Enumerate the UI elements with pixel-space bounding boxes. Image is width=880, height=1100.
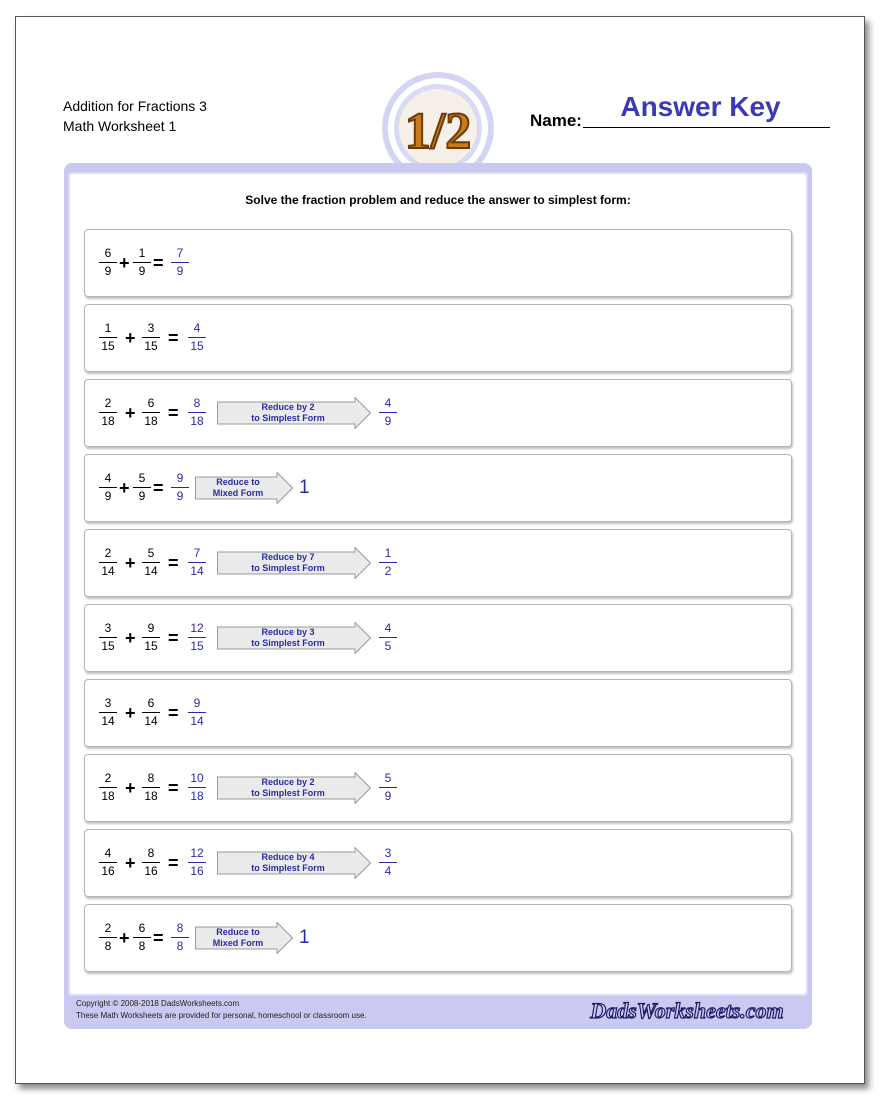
reduce-step-label xyxy=(217,402,359,424)
reduce-step-line-2: to Simplest Form xyxy=(251,638,325,648)
addend-1 xyxy=(95,920,121,955)
addend-2 xyxy=(129,920,155,955)
reduce-step-label xyxy=(217,777,359,799)
addend-1-denominator: 9 xyxy=(104,264,112,278)
sum-answer-numerator: 9 xyxy=(193,696,201,710)
addend-1-denominator: 8 xyxy=(104,939,112,953)
sum-answer xyxy=(184,320,210,355)
sum-answer-denominator: 15 xyxy=(190,339,204,353)
reduce-step-label xyxy=(217,852,359,874)
reduce-step-line-1: Reduce by 7 xyxy=(261,552,315,562)
plus-sign: + xyxy=(125,628,136,648)
addend-2-denominator: 15 xyxy=(144,639,158,653)
sum-answer-numerator: 7 xyxy=(193,546,201,560)
sum-answer xyxy=(184,620,210,655)
problem-row xyxy=(84,454,792,522)
plus-sign: + xyxy=(125,778,136,798)
addend-2 xyxy=(138,320,164,355)
plus-sign: + xyxy=(125,553,136,573)
reduce-step-line-2: Mixed Form xyxy=(212,938,264,948)
addend-2 xyxy=(138,395,164,430)
simplified-answer-denominator: 2 xyxy=(384,564,392,578)
equals-sign: = xyxy=(168,703,179,723)
addend-1-denominator: 9 xyxy=(104,489,112,503)
reduce-step-label xyxy=(217,552,359,574)
addend-1-denominator: 18 xyxy=(101,414,115,428)
simplified-answer-denominator: 9 xyxy=(384,789,392,803)
brand-text: DadsWorksheets.com xyxy=(590,998,784,1023)
addend-2-denominator: 9 xyxy=(138,489,146,503)
addend-1-denominator: 15 xyxy=(101,639,115,653)
addend-1-numerator: 3 xyxy=(104,696,112,710)
addend-2-numerator: 1 xyxy=(138,246,146,260)
addend-1 xyxy=(95,320,121,355)
addend-2-numerator: 6 xyxy=(147,396,155,410)
addend-1 xyxy=(95,695,121,730)
equals-sign: = xyxy=(168,403,179,423)
reduce-step-label xyxy=(217,627,359,649)
final-whole-number: 1 xyxy=(299,477,310,498)
sum-answer-denominator: 9 xyxy=(176,264,184,278)
simplified-answer xyxy=(375,845,401,880)
worksheet-subtitle: Math Worksheet 1 xyxy=(63,118,177,134)
plus-sign: + xyxy=(125,403,136,423)
plus-sign: + xyxy=(125,328,136,348)
equals-sign: = xyxy=(168,328,179,348)
addend-1 xyxy=(95,770,121,805)
simplified-answer-denominator: 5 xyxy=(384,639,392,653)
addend-1-numerator: 2 xyxy=(104,771,112,785)
reduce-step-line-2: to Simplest Form xyxy=(251,563,325,573)
sum-answer-denominator: 16 xyxy=(190,864,204,878)
reduce-step-label xyxy=(195,927,281,949)
equals-sign: = xyxy=(153,478,164,498)
name-label: Name: xyxy=(530,111,582,130)
reduce-step-line-2: to Simplest Form xyxy=(251,863,325,873)
addend-2-numerator: 5 xyxy=(147,546,155,560)
problem-row xyxy=(84,529,792,597)
reduce-step-line-2: to Simplest Form xyxy=(251,413,325,423)
copyright-text: Copyright © 2008-2018 DadsWorksheets.com xyxy=(76,999,240,1008)
sum-answer-numerator: 9 xyxy=(176,471,184,485)
addend-1-denominator: 14 xyxy=(101,714,115,728)
plus-sign: + xyxy=(125,853,136,873)
reduce-step-line-2: to Simplest Form xyxy=(251,788,325,798)
addend-2-denominator: 15 xyxy=(144,339,158,353)
sum-answer xyxy=(167,470,193,505)
simplified-answer-numerator: 1 xyxy=(384,546,392,560)
simplified-answer xyxy=(375,770,401,805)
sum-answer-denominator: 18 xyxy=(190,414,204,428)
brand-logo xyxy=(578,994,796,1026)
addend-2-numerator: 5 xyxy=(138,471,146,485)
plus-sign: + xyxy=(125,703,136,723)
reduce-step-line-1: Reduce to xyxy=(216,927,260,937)
simplified-answer xyxy=(375,395,401,430)
sum-answer-denominator: 15 xyxy=(190,639,204,653)
problem-row xyxy=(84,829,792,897)
addend-1-numerator: 2 xyxy=(104,396,112,410)
problem-row xyxy=(84,679,792,747)
reduce-step-line-1: Reduce by 4 xyxy=(261,852,315,862)
addend-1 xyxy=(95,395,121,430)
addend-2-numerator: 8 xyxy=(147,771,155,785)
addend-2 xyxy=(129,470,155,505)
addend-1-denominator: 15 xyxy=(101,339,115,353)
addend-2-denominator: 18 xyxy=(144,414,158,428)
addend-2-numerator: 6 xyxy=(147,696,155,710)
sum-answer-numerator: 4 xyxy=(193,321,201,335)
simplified-answer-numerator: 4 xyxy=(384,396,392,410)
equals-sign: = xyxy=(168,628,179,648)
addend-2-numerator: 6 xyxy=(138,921,146,935)
reduce-step-line-2: Mixed Form xyxy=(212,488,264,498)
sum-answer-numerator: 8 xyxy=(193,396,201,410)
plus-sign: + xyxy=(119,928,130,948)
sum-answer-denominator: 18 xyxy=(190,789,204,803)
final-whole-number: 1 xyxy=(299,927,310,948)
sum-answer xyxy=(184,545,210,580)
addend-2-denominator: 18 xyxy=(144,789,158,803)
reduce-step-line-1: Reduce by 2 xyxy=(261,402,315,412)
addend-2-denominator: 14 xyxy=(144,564,158,578)
simplified-answer-numerator: 3 xyxy=(384,846,392,860)
addend-1-numerator: 4 xyxy=(104,471,112,485)
problem-row xyxy=(84,379,792,447)
sum-answer-denominator: 14 xyxy=(190,564,204,578)
sum-answer xyxy=(184,695,210,730)
sum-answer-numerator: 8 xyxy=(176,921,184,935)
addend-2 xyxy=(138,770,164,805)
addend-2 xyxy=(138,695,164,730)
sum-answer-denominator: 9 xyxy=(176,489,184,503)
addend-2 xyxy=(138,620,164,655)
addend-1-numerator: 6 xyxy=(104,246,112,260)
addend-1 xyxy=(95,245,121,280)
addend-2-denominator: 16 xyxy=(144,864,158,878)
addend-2 xyxy=(138,545,164,580)
addend-1 xyxy=(95,620,121,655)
usage-notice: These Math Worksheets are provided for personal, homeschool or classroom use. xyxy=(76,1011,367,1020)
simplified-answer-denominator: 9 xyxy=(384,414,392,428)
addend-2-numerator: 3 xyxy=(147,321,155,335)
addend-1-numerator: 3 xyxy=(104,621,112,635)
addend-1-numerator: 2 xyxy=(104,921,112,935)
simplified-answer-numerator: 4 xyxy=(384,621,392,635)
instructions: Solve the fraction problem and reduce the answer to simplest form: xyxy=(245,193,631,207)
sum-answer-denominator: 14 xyxy=(190,714,204,728)
addend-1-denominator: 16 xyxy=(101,864,115,878)
addend-2-denominator: 14 xyxy=(144,714,158,728)
sum-answer-denominator: 8 xyxy=(176,939,184,953)
reduce-step-label xyxy=(195,477,281,499)
simplified-answer-numerator: 5 xyxy=(384,771,392,785)
footer-copyright xyxy=(76,998,367,1022)
sum-answer xyxy=(184,395,210,430)
addend-1-denominator: 18 xyxy=(101,789,115,803)
reduce-step-line-1: Reduce by 3 xyxy=(261,627,315,637)
problem-row xyxy=(84,304,792,372)
addend-1-denominator: 14 xyxy=(101,564,115,578)
equals-sign: = xyxy=(153,928,164,948)
simplified-answer xyxy=(375,545,401,580)
worksheet-title: Addition for Fractions 3 xyxy=(63,98,207,114)
problem-row xyxy=(84,754,792,822)
equals-sign: = xyxy=(168,553,179,573)
worksheet-header xyxy=(63,96,207,136)
addend-1-numerator: 1 xyxy=(104,321,112,335)
problem-row xyxy=(84,904,792,972)
addend-1 xyxy=(95,470,121,505)
logo-text: 1/2 xyxy=(404,103,472,160)
addend-1-numerator: 4 xyxy=(104,846,112,860)
equals-sign: = xyxy=(153,253,164,273)
addend-2-denominator: 9 xyxy=(138,264,146,278)
simplified-answer xyxy=(375,620,401,655)
sum-answer xyxy=(184,770,210,805)
sum-answer-numerator: 12 xyxy=(190,621,204,635)
simplified-answer-denominator: 4 xyxy=(384,864,392,878)
reduce-step-line-1: Reduce by 2 xyxy=(261,777,315,787)
addend-2-numerator: 9 xyxy=(147,621,155,635)
name-line xyxy=(583,127,830,128)
addend-1 xyxy=(95,545,121,580)
sum-answer-numerator: 12 xyxy=(190,846,204,860)
equals-sign: = xyxy=(168,853,179,873)
sum-answer-numerator: 10 xyxy=(190,771,204,785)
addend-2-numerator: 8 xyxy=(147,846,155,860)
plus-sign: + xyxy=(119,478,130,498)
addend-2 xyxy=(129,245,155,280)
addend-2 xyxy=(138,845,164,880)
addend-2-denominator: 8 xyxy=(138,939,146,953)
addend-1-numerator: 2 xyxy=(104,546,112,560)
sum-answer xyxy=(167,920,193,955)
reduce-step-line-1: Reduce to xyxy=(216,477,260,487)
answer-key: Answer Key xyxy=(620,91,781,122)
problem-row xyxy=(84,604,792,672)
problem-row xyxy=(84,229,792,297)
addend-1 xyxy=(95,845,121,880)
equals-sign: = xyxy=(168,778,179,798)
plus-sign: + xyxy=(119,253,130,273)
sum-answer xyxy=(167,245,193,280)
sum-answer xyxy=(184,845,210,880)
sum-answer-numerator: 7 xyxy=(176,246,184,260)
